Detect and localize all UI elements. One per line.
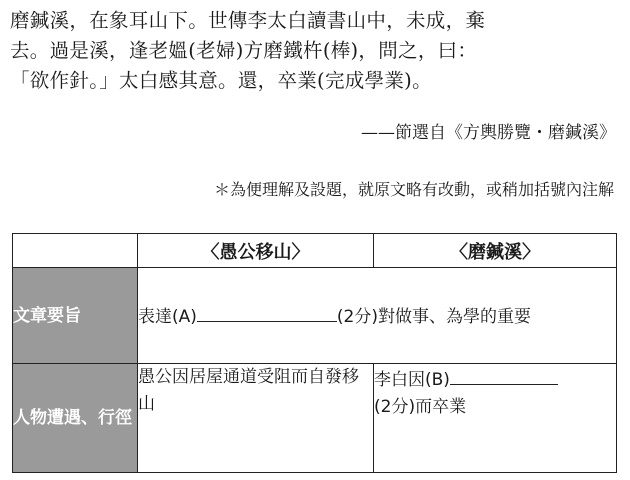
- libai-experience-cell: [374, 364, 617, 473]
- theme-text-after: (2分)對做事、為學的重要: [336, 306, 531, 327]
- passage-line: 「欲作針。」太白感其意。還，卒業(完成學業)。: [10, 69, 432, 92]
- editor-note: ＊為便理解及設題，就原文略有改動，或稍加括號內注解: [213, 180, 614, 199]
- table-header-row: [13, 234, 617, 268]
- theme-answer-cell: [138, 268, 617, 364]
- passage-line: 磨鍼溪，在象耳山下。世傳李太白讀書山中，未成，棄: [10, 9, 486, 32]
- table-corner-cell: [13, 234, 138, 268]
- row-label-experience: 人物遭遇、行徑: [13, 364, 138, 473]
- theme-text-before: 表達(A): [138, 306, 197, 327]
- table-row: [13, 364, 617, 473]
- answer-blank-a[interactable]: [197, 301, 337, 322]
- libai-text-after: (2分)而卒業: [374, 397, 467, 417]
- yugong-experience-cell: 愚公因居屋通道受阻而自發移山: [138, 364, 374, 473]
- column-header-mozhenxi: 〈磨鍼溪〉: [374, 234, 617, 268]
- table-row: [13, 268, 617, 364]
- answer-blank-b[interactable]: [450, 364, 558, 385]
- libai-text-before: 李白因(B): [374, 370, 450, 390]
- column-header-yugong: 〈愚公移山〉: [138, 234, 374, 268]
- source-citation: ——節選自《方輿勝覽・磨鍼溪》: [361, 123, 616, 143]
- row-label-theme: 文章要旨: [13, 268, 138, 364]
- passage-line: 去。過是溪，逢老媼(老婦)方磨鐵杵(棒)，問之，曰：: [10, 39, 478, 62]
- classical-passage: [10, 6, 622, 96]
- comparison-table: [12, 233, 617, 473]
